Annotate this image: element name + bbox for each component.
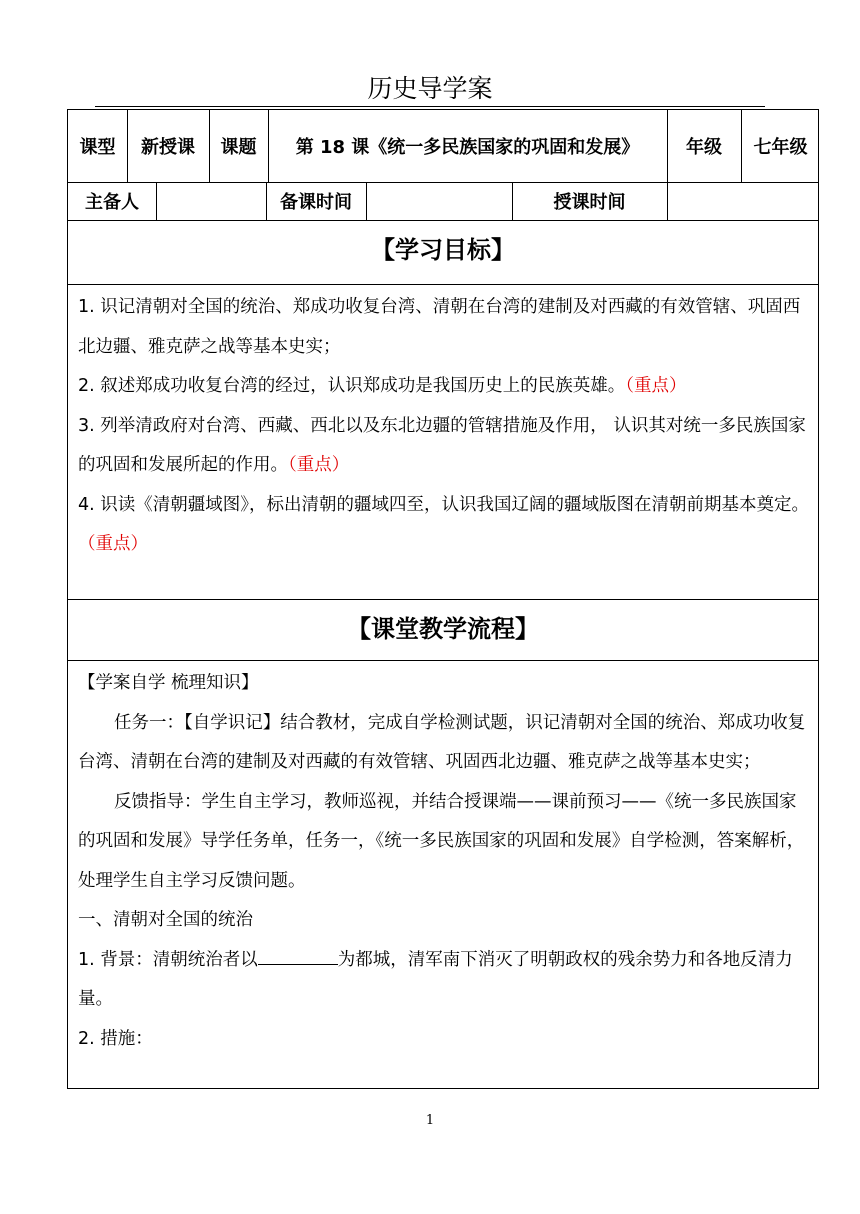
objective-item <box>78 367 812 407</box>
objective-text: 4. 识读《清朝疆域图》，标出清朝的疆域四至，认识我国辽阔的疆域版图在清朝前期基本奠定。 <box>78 494 810 515</box>
row-divider <box>68 220 818 221</box>
prep-time-label: 备课时间 <box>280 192 352 213</box>
question-one-prefix: 1. 背景：清朝统治者以 <box>78 949 258 970</box>
preparer-label: 主备人 <box>85 192 139 213</box>
preparer-value <box>156 182 266 220</box>
row-divider <box>68 660 818 661</box>
objective-text: 2. 叙述郑成功收复台湾的经过，认识郑成功是我国历史上的民族英雄。 <box>78 376 626 396</box>
grade-label: 年级 <box>686 137 722 158</box>
objective-item <box>78 486 812 565</box>
objectives-list <box>78 288 812 565</box>
question-one-suffix: 为都城，清军南下消灭了明朝政权的残余势力和各地反清力量。 <box>78 949 793 1009</box>
prep-time-value <box>366 182 512 220</box>
objective-item <box>78 407 812 486</box>
title-underline <box>95 106 765 107</box>
fill-in-blank[interactable] <box>258 944 338 965</box>
objective-item <box>78 288 812 367</box>
key-point-tag: （重点） <box>78 534 148 554</box>
lesson-type-label: 课型 <box>79 137 116 158</box>
section-one-title: 一、清朝对全国的统治 <box>78 910 253 930</box>
lesson-plan-table <box>67 109 819 1089</box>
teach-time-label: 授课时间 <box>553 192 626 213</box>
row-divider <box>68 599 818 600</box>
grade-value: 七年级 <box>753 137 808 158</box>
topic-label: 课题 <box>220 137 257 158</box>
teach-time-value <box>667 182 820 220</box>
objective-text: 1. 识记清朝对全国的统治、郑成功收复台湾、清朝在台湾的建制及对西藏的有效管辖、巩固西北边疆、雅克萨之战等基本史实； <box>78 297 801 357</box>
page-number: 1 <box>425 1113 435 1128</box>
objective-text: 3. 列举清政府对台湾、西藏、西北以及东北边疆的管辖措施及作用， 认识其对统一多民族国家的巩固和发展所起的作用。 <box>78 415 806 475</box>
objectives-heading: 【学习目标】 <box>371 236 515 264</box>
document-title: 历史导学案 <box>367 74 493 103</box>
key-point-tag: （重点） <box>288 455 350 475</box>
row-divider <box>68 284 818 285</box>
process-body <box>78 664 812 1059</box>
lesson-type-value: 新授课 <box>141 137 195 158</box>
question-two: 2. 措施： <box>78 1028 153 1049</box>
self-study-heading: 【学案自学 梳理知识】 <box>78 673 259 693</box>
question-one <box>78 941 812 1020</box>
key-point-tag: （重点） <box>625 376 687 396</box>
topic-value: 第 18 课《统一多民族国家的巩固和发展》 <box>295 137 640 158</box>
task-one-paragraph: 任务一：【自学识记】结合教材，完成自学检测试题，识记清朝对全国的统治、郑成功收复台湾、清朝在台湾的建制及对西藏的有效管辖、巩固西北边疆、雅克萨之战等基本史实； <box>78 712 806 772</box>
process-heading: 【课堂教学流程】 <box>347 615 539 643</box>
feedback-paragraph: 反馈指导：学生自主学习，教师巡视，并结合授课端——课前预习——《统一多民族国家的巩固和发展》导学任务单，任务一，《统一多民族国家的巩固和发展》自学检测，答案解析，处理学生自主学习反馈问题。 <box>78 791 805 891</box>
